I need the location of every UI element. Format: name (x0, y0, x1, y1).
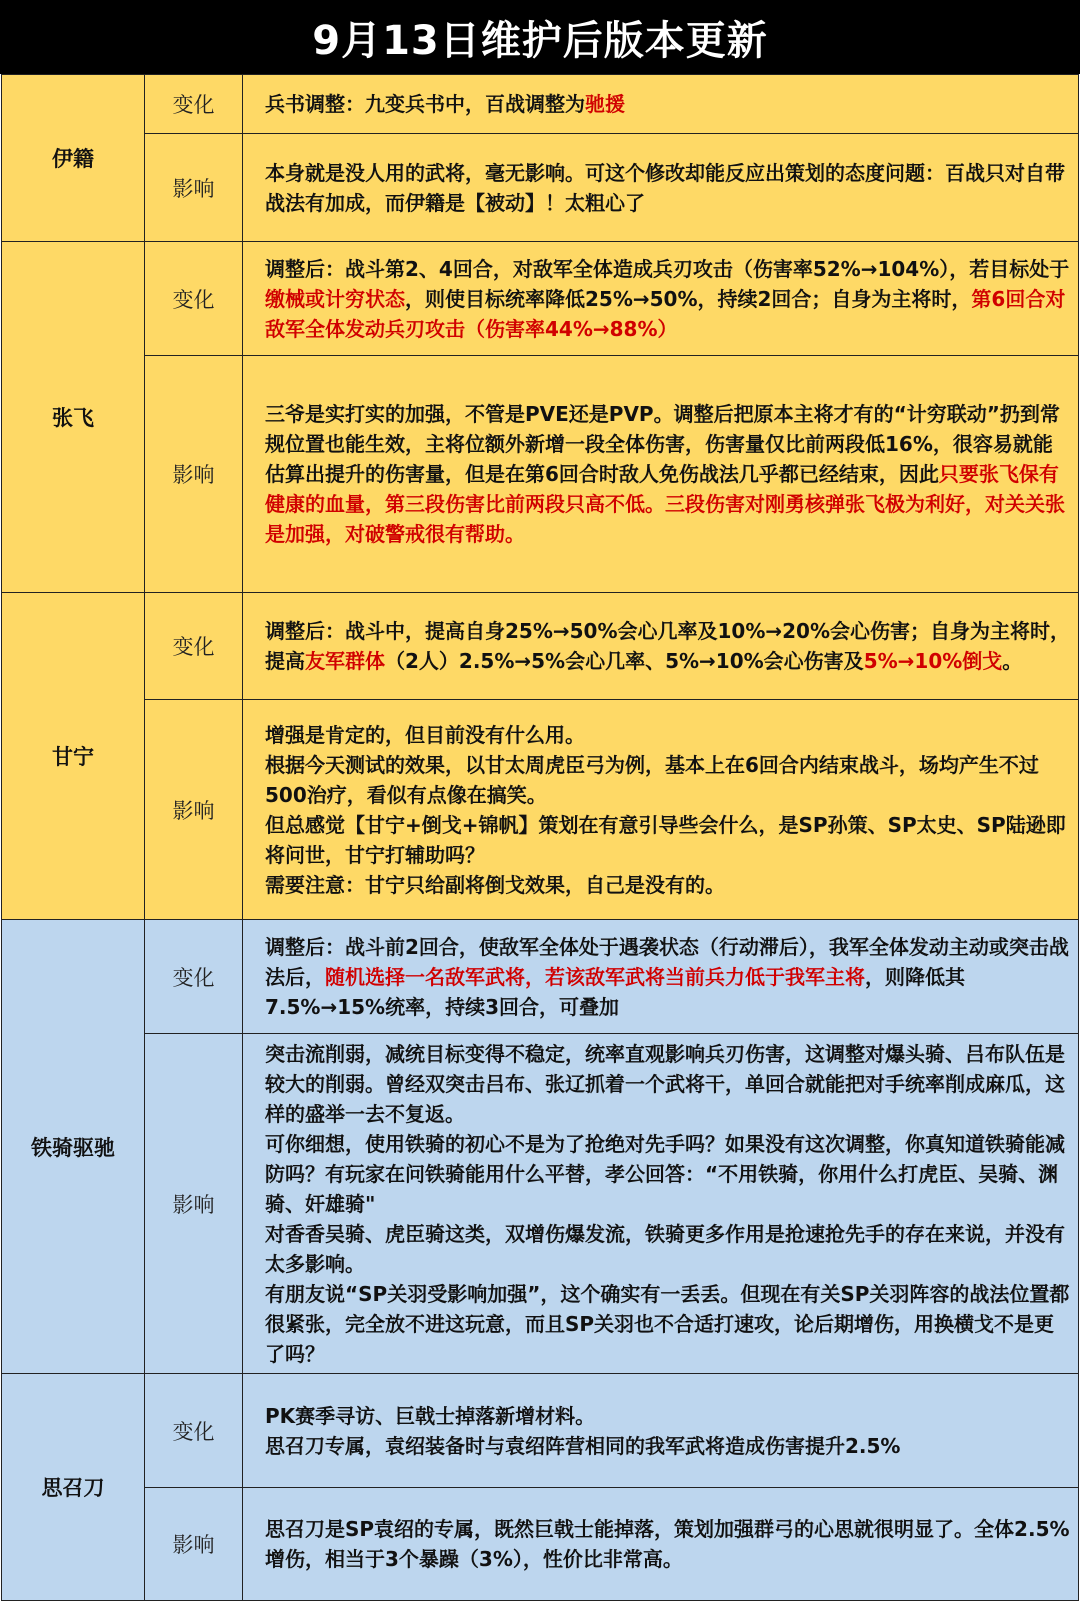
impact-label: 影响 (145, 356, 243, 593)
change-content: PK赛季寻访、巨戟士掉落新增材料。 思召刀专属，袁绍装备时与袁绍阵营相同的我军武将造成伤害提升2.5% (243, 1374, 1079, 1488)
change-label: 变化 (145, 75, 243, 134)
impact-content: 三爷是实打实的加强，不管是PVE还是PVP。调整后把原本主将才有的“计穷联动”扔到常规位置也能生效，主将位额外新增一段全体伤害，伤害量仅比前两段低16%，很容易就能估算出提升的伤害量，但是在第6回合时敌人免伤战法几乎都已经结束，因此只要张飞保有健康的血量，第三段伤害比前两段只高不低。三段伤害对刚勇核弹张飞极为利好，对关关张是加强，对破警戒很有帮助。 (243, 356, 1079, 593)
impact-content: 增强是肯定的，但目前没有什么用。 根据今天测试的效果，以甘太周虎臣弓为例，基本上在6回合内结束战斗，场均产生不过500治疗，看似有点像在搞笑。 但总感觉【甘宁+倒戈+锦帆】策划在有意引导些会什么，是SP孙策、SP太史、SP陆逊即将问世，甘宁打辅助吗？ 需要注意：甘宁只给副将倒戈效果，自己是没有的。 (243, 700, 1079, 920)
change-content: 调整后：战斗第2、4回合，对敌军全体造成兵刃攻击（伤害率52%→104%），若目标处于缴械或计穷状态，则使目标统率降低25%→50%，持续2回合；自身为主将时，第6回合对敌军全体发动兵刃攻击（伤害率44%→88%） (243, 242, 1079, 356)
table-row (2, 1488, 1079, 1601)
impact-content: 突击流削弱，减统目标变得不稳定，统率直观影响兵刃伤害，这调整对爆头骑、吕布队伍是较大的削弱。曾经双突击吕布、张辽抓着一个武将干，单回合就能把对手统率削成麻瓜，这样的盛举一去不复返。 可你细想，使用铁骑的初心不是为了抢绝对先手吗？如果没有这次调整，你真知道铁骑能减防吗？有玩家在问铁骑能用什么平替，孝公回答：“不用铁骑，你用什么打虎臣、吴骑、渊骑、奸雄骑" 对香香吴骑、虎臣骑这类，双增伤爆发流，铁骑更多作用是抢速抢先手的存在来说，并没有太多影响。 有朋友说“SP关羽受影响加强”，这个确实有一丢丢。但现在有关SP关羽阵容的战法位置都很紧张，完全放不进这玩意，而且SP关羽也不合适打速攻，论后期增伤，用换横戈不是更了吗？ (243, 1034, 1079, 1374)
change-content: 调整后：战斗中，提高自身25%→50%会心几率及10%→20%会心伤害；自身为主将时，提高友军群体（2人）2.5%→5%会心几率、5%→10%会心伤害及5%→10%倒戈。 (243, 593, 1079, 700)
tactic-name-tieqiquchi: 铁骑驱驰 (2, 920, 145, 1374)
impact-content: 思召刀是SP袁绍的专属，既然巨戟士能掉落，策划加强群弓的心思就很明显了。全体2.5%增伤，相当于3个暴躁（3%），性价比非常高。 (243, 1488, 1079, 1601)
general-name-zhangfei: 张飞 (2, 242, 145, 593)
highlight-text: 驰援 (585, 92, 625, 116)
impact-content: 本身就是没人用的武将，毫无影响。可这个修改却能反应出策划的态度问题：百战只对自带战法有加成，而伊籍是【被动】！太粗心了 (243, 134, 1079, 242)
change-label: 变化 (145, 1374, 243, 1488)
table-row (2, 75, 1079, 134)
page-title: 9月13日维护后版本更新 (0, 0, 1080, 74)
change-content: 兵书调整：九变兵书中，百战调整为驰援 (243, 75, 1079, 134)
impact-label: 影响 (145, 700, 243, 920)
item-name-sizhaodao: 思召刀 (2, 1374, 145, 1601)
change-label: 变化 (145, 593, 243, 700)
general-name-ganning: 甘宁 (2, 593, 145, 920)
highlight-text: 5%→10%倒戈 (863, 649, 1003, 673)
general-name-yiji: 伊籍 (2, 75, 145, 242)
table-row (2, 1374, 1079, 1488)
highlight-text: 友军群体 (305, 649, 385, 673)
impact-label: 影响 (145, 1488, 243, 1601)
table-row (2, 242, 1079, 356)
table-row (2, 356, 1079, 593)
change-label: 变化 (145, 242, 243, 356)
table-row (2, 593, 1079, 700)
highlight-text: 随机选择一名敌军武将，若该敌军武将当前兵力低于我军主将 (325, 964, 865, 989)
update-table (1, 74, 1079, 1601)
table-row (2, 920, 1079, 1034)
highlight-text: 缴械或计穷状态 (265, 286, 405, 311)
table-row (2, 1034, 1079, 1374)
table-row (2, 134, 1079, 242)
impact-label: 影响 (145, 134, 243, 242)
change-content: 调整后：战斗前2回合，使敌军全体处于遇袭状态（行动滞后），我军全体发动主动或突击战法后，随机选择一名敌军武将，若该敌军武将当前兵力低于我军主将，则降低其7.5%→15%统率，持续3回合，可叠加 (243, 920, 1079, 1034)
highlight-text: 只要张飞保有健康的血量，第三段伤害比前两段只高不低。三段伤害对刚勇核弹张飞极为利好，对关关张是加强，对破警戒很有帮助。 (265, 462, 1065, 546)
impact-label: 影响 (145, 1034, 243, 1374)
change-label: 变化 (145, 920, 243, 1034)
table-row (2, 700, 1079, 920)
highlight-text: 第6回合对敌军全体发动兵刃攻击（伤害率44%→88%） (265, 286, 1066, 341)
